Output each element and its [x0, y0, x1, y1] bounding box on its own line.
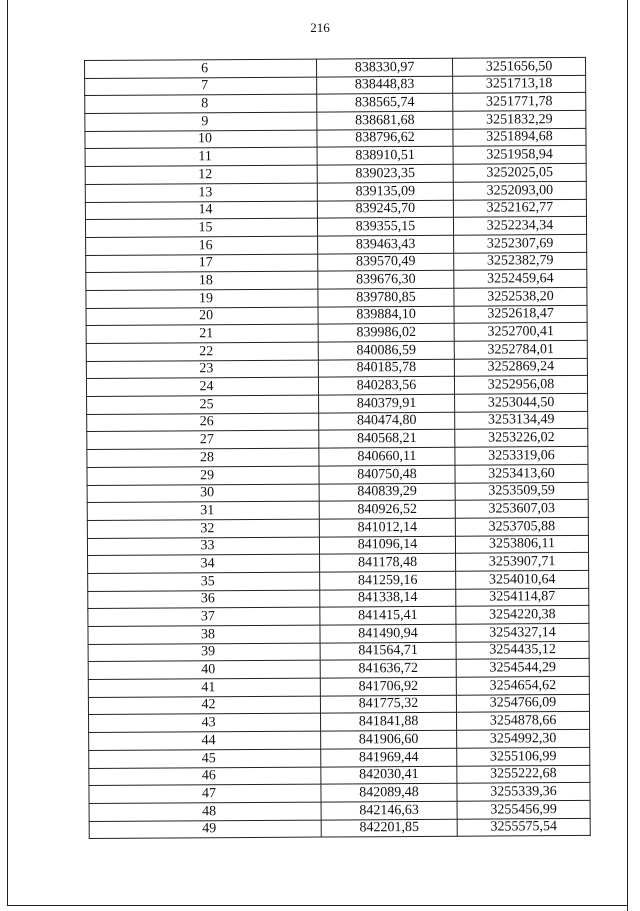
table-row: [87, 500, 588, 521]
point-number-cell: 11: [85, 148, 317, 167]
table-row: [86, 270, 587, 291]
point-number-cell: 49: [89, 820, 321, 839]
table-row: [85, 181, 586, 202]
page-border-left: [7, 0, 8, 905]
y-coordinate-cell: 3251713,18: [453, 75, 586, 93]
table-row: [85, 199, 586, 220]
point-number-cell: 9: [85, 112, 317, 131]
y-coordinate-cell: 3252784,01: [454, 340, 587, 358]
coordinates-table-wrapper: [84, 57, 590, 839]
table-row: [86, 305, 587, 326]
y-coordinate-cell: 3254010,64: [456, 570, 589, 588]
point-number-cell: 39: [88, 643, 320, 662]
y-coordinate-cell: 3254435,12: [456, 641, 589, 659]
table-row: [85, 164, 586, 185]
y-coordinate-cell: 3252538,20: [454, 287, 587, 305]
y-coordinate-cell: 3252093,00: [453, 181, 586, 199]
table-row: [86, 376, 587, 397]
x-coordinate-cell: 839355,15: [317, 217, 453, 236]
table-row: [87, 429, 588, 450]
point-number-cell: 25: [87, 395, 319, 414]
x-coordinate-cell: 842146,63: [321, 801, 457, 820]
point-number-cell: 19: [86, 289, 318, 308]
x-coordinate-cell: 840568,21: [319, 430, 455, 449]
point-number-cell: 47: [89, 784, 321, 803]
y-coordinate-cell: 3253413,60: [455, 464, 588, 482]
x-coordinate-cell: 838681,68: [317, 111, 453, 130]
x-coordinate-cell: 841096,14: [319, 536, 455, 555]
point-number-cell: 7: [85, 77, 317, 96]
point-number-cell: 42: [88, 696, 320, 715]
x-coordinate-cell: 840379,91: [319, 394, 455, 413]
point-number-cell: 22: [86, 342, 318, 361]
x-coordinate-cell: 840185,78: [318, 359, 454, 378]
table-row: [89, 800, 590, 821]
point-number-cell: 45: [89, 749, 321, 768]
table-row: [88, 553, 589, 574]
table-row: [87, 447, 588, 468]
point-number-cell: 33: [87, 537, 319, 556]
x-coordinate-cell: 841490,94: [320, 624, 456, 643]
point-number-cell: 17: [86, 254, 318, 273]
point-number-cell: 35: [88, 572, 320, 591]
y-coordinate-cell: 3251894,68: [453, 128, 586, 146]
x-coordinate-cell: 842030,41: [321, 766, 457, 785]
table-row: [88, 623, 589, 644]
point-number-cell: 12: [85, 165, 317, 184]
x-coordinate-cell: 839135,09: [317, 182, 453, 201]
y-coordinate-cell: 3255456,99: [457, 800, 590, 818]
table-row: [86, 287, 587, 308]
table-row: [86, 358, 587, 379]
table-row: [87, 535, 588, 556]
table-row: [85, 146, 586, 167]
page-border-right: [627, 0, 628, 911]
table-row: [89, 765, 590, 786]
x-coordinate-cell: 841259,16: [320, 571, 456, 590]
x-coordinate-cell: 841338,14: [320, 589, 456, 608]
coordinates-table-body: [85, 57, 591, 838]
point-number-cell: 37: [88, 607, 320, 626]
x-coordinate-cell: 840839,29: [319, 483, 455, 502]
point-number-cell: 6: [85, 59, 317, 78]
y-coordinate-cell: 3254114,87: [456, 588, 589, 606]
x-coordinate-cell: 840086,59: [318, 341, 454, 360]
y-coordinate-cell: 3254220,38: [456, 606, 589, 624]
y-coordinate-cell: 3252618,47: [454, 305, 587, 323]
x-coordinate-cell: 841012,14: [319, 518, 455, 537]
y-coordinate-cell: 3254992,30: [457, 730, 590, 748]
table-row: [87, 393, 588, 414]
y-coordinate-cell: 3251656,50: [452, 57, 585, 75]
x-coordinate-cell: 838330,97: [316, 58, 452, 77]
point-number-cell: 38: [88, 625, 320, 644]
point-number-cell: 26: [87, 413, 319, 432]
point-number-cell: 40: [88, 660, 320, 679]
table-row: [85, 128, 586, 149]
table-row: [85, 57, 586, 78]
x-coordinate-cell: 839780,85: [318, 288, 454, 307]
y-coordinate-cell: 3253319,06: [455, 447, 588, 465]
table-row: [86, 323, 587, 344]
x-coordinate-cell: 841906,60: [321, 730, 457, 749]
y-coordinate-cell: 3253607,03: [455, 500, 588, 518]
x-coordinate-cell: 841636,72: [320, 660, 456, 679]
x-coordinate-cell: 841775,32: [320, 695, 456, 714]
page-border-bottom: [7, 905, 628, 906]
table-row: [86, 252, 587, 273]
point-number-cell: 18: [86, 271, 318, 290]
point-number-cell: 30: [87, 484, 319, 503]
x-coordinate-cell: 839884,10: [318, 306, 454, 325]
x-coordinate-cell: 841706,92: [320, 677, 456, 696]
table-row: [85, 93, 586, 114]
table-row: [86, 340, 587, 361]
x-coordinate-cell: 839023,35: [317, 164, 453, 183]
x-coordinate-cell: 840474,80: [319, 412, 455, 431]
y-coordinate-cell: 3252025,05: [453, 164, 586, 182]
table-row: [88, 570, 589, 591]
x-coordinate-cell: 840926,52: [319, 500, 455, 519]
x-coordinate-cell: 838796,62: [317, 129, 453, 148]
point-number-cell: 43: [89, 714, 321, 733]
table-row: [87, 482, 588, 503]
x-coordinate-cell: 842089,48: [321, 783, 457, 802]
x-coordinate-cell: 841415,41: [320, 607, 456, 626]
point-number-cell: 44: [89, 731, 321, 750]
y-coordinate-cell: 3252956,08: [454, 376, 587, 394]
point-number-cell: 14: [85, 201, 317, 220]
point-number-cell: 46: [89, 767, 321, 786]
y-coordinate-cell: 3253907,71: [456, 553, 589, 571]
y-coordinate-cell: 3252869,24: [454, 358, 587, 376]
point-number-cell: 36: [88, 590, 320, 609]
y-coordinate-cell: 3253509,59: [455, 482, 588, 500]
y-coordinate-cell: 3252307,69: [454, 234, 587, 252]
y-coordinate-cell: 3255575,54: [457, 818, 590, 836]
page-number: 216: [310, 20, 330, 35]
y-coordinate-cell: 3254327,14: [456, 623, 589, 641]
y-coordinate-cell: 3252162,77: [453, 199, 586, 217]
table-row: [87, 517, 588, 538]
x-coordinate-cell: 839676,30: [318, 270, 454, 289]
x-coordinate-cell: 841841,88: [320, 713, 456, 732]
x-coordinate-cell: 839570,49: [318, 253, 454, 272]
x-coordinate-cell: 842201,85: [321, 819, 457, 838]
table-row: [87, 411, 588, 432]
point-number-cell: 16: [86, 236, 318, 255]
x-coordinate-cell: 838910,51: [317, 147, 453, 166]
x-coordinate-cell: 839463,43: [318, 235, 454, 254]
point-number-cell: 8: [85, 94, 317, 113]
coordinates-table: [84, 57, 591, 839]
point-number-cell: 20: [86, 307, 318, 326]
point-number-cell: 23: [86, 360, 318, 379]
point-number-cell: 27: [87, 431, 319, 450]
point-number-cell: 24: [86, 377, 318, 396]
table-row: [88, 588, 589, 609]
point-number-cell: 21: [86, 324, 318, 343]
y-coordinate-cell: 3254654,62: [456, 676, 589, 694]
table-row: [89, 783, 590, 804]
x-coordinate-cell: 839986,02: [318, 324, 454, 343]
y-coordinate-cell: 3251771,78: [453, 93, 586, 111]
table-row: [85, 110, 586, 131]
table-row: [85, 217, 586, 238]
point-number-cell: 15: [85, 218, 317, 237]
table-row: [88, 694, 589, 715]
point-number-cell: 31: [87, 501, 319, 520]
y-coordinate-cell: 3253226,02: [455, 429, 588, 447]
x-coordinate-cell: 841178,48: [320, 553, 456, 572]
y-coordinate-cell: 3252700,41: [454, 323, 587, 341]
table-row: [89, 712, 590, 733]
point-number-cell: 28: [87, 448, 319, 467]
x-coordinate-cell: 838448,83: [317, 76, 453, 95]
x-coordinate-cell: 840660,11: [319, 447, 455, 466]
x-coordinate-cell: 840750,48: [319, 465, 455, 484]
y-coordinate-cell: 3254544,29: [456, 659, 589, 677]
y-coordinate-cell: 3252382,79: [454, 252, 587, 270]
y-coordinate-cell: 3251832,29: [453, 110, 586, 128]
x-coordinate-cell: 841564,71: [320, 642, 456, 661]
table-row: [88, 676, 589, 697]
table-row: [89, 747, 590, 768]
x-coordinate-cell: 839245,70: [317, 200, 453, 219]
y-coordinate-cell: 3252234,34: [453, 217, 586, 235]
table-row: [85, 75, 586, 96]
point-number-cell: 34: [88, 554, 320, 573]
y-coordinate-cell: 3255106,99: [457, 747, 590, 765]
table-row: [86, 234, 587, 255]
table-row: [89, 730, 590, 751]
y-coordinate-cell: 3253806,11: [455, 535, 588, 553]
point-number-cell: 13: [85, 183, 317, 202]
y-coordinate-cell: 3255339,36: [457, 783, 590, 801]
table-row: [87, 464, 588, 485]
point-number-cell: 29: [87, 466, 319, 485]
y-coordinate-cell: 3254766,09: [456, 694, 589, 712]
table-row: [88, 659, 589, 680]
y-coordinate-cell: 3251958,94: [453, 146, 586, 164]
table-row: [89, 818, 590, 839]
point-number-cell: 41: [88, 678, 320, 697]
y-coordinate-cell: 3254878,66: [456, 712, 589, 730]
point-number-cell: 32: [87, 519, 319, 538]
y-coordinate-cell: 3253705,88: [455, 517, 588, 535]
point-number-cell: 10: [85, 130, 317, 149]
x-coordinate-cell: 841969,44: [321, 748, 457, 767]
table-row: [88, 641, 589, 662]
y-coordinate-cell: 3253044,50: [455, 393, 588, 411]
point-number-cell: 48: [89, 802, 321, 821]
y-coordinate-cell: 3255222,68: [457, 765, 590, 783]
y-coordinate-cell: 3253134,49: [455, 411, 588, 429]
y-coordinate-cell: 3252459,64: [454, 270, 587, 288]
table-row: [88, 606, 589, 627]
x-coordinate-cell: 840283,56: [318, 377, 454, 396]
x-coordinate-cell: 838565,74: [317, 94, 453, 113]
